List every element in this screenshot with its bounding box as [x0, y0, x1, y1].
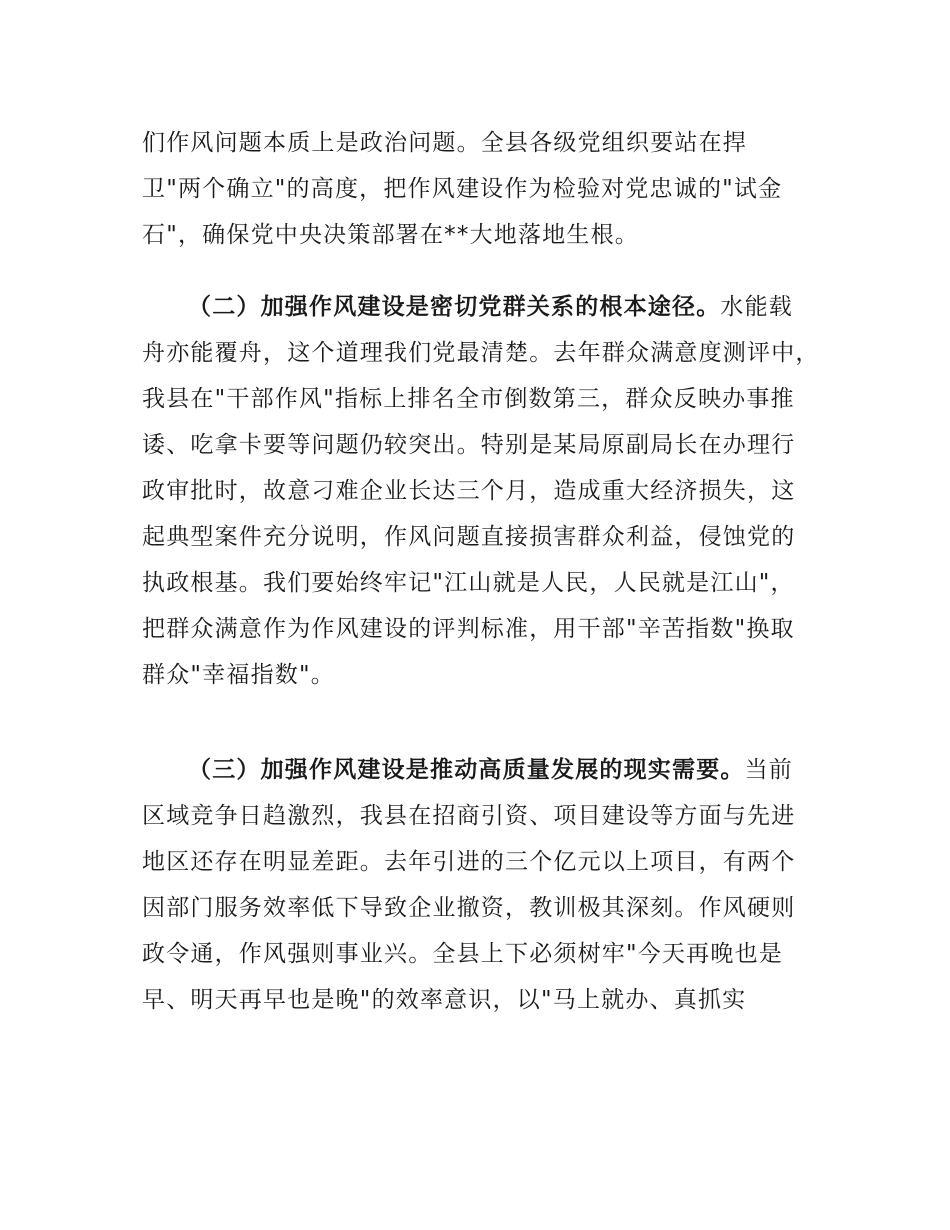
paragraph-line: 执政根基。我们要始终牢记"江山就是人民，人民就是江山"，: [142, 570, 795, 596]
paragraph-line: 起典型案件充分说明，作风问题直接损害群众利益，侵蚀党的: [142, 524, 796, 550]
paragraph-line: 区域竞争日趋激烈，我县在招商引资、项目建设等方面与先进: [142, 803, 796, 829]
paragraph-line: 因部门服务效率低下导致企业撤资，教训极其深刻。作风硬则: [142, 895, 796, 921]
paragraph-line: 石"，确保党中央决策部署在**大地落地生根。: [142, 222, 639, 248]
paragraph-line: 政审批时，故意刁难企业长达三个月，造成重大经济损失，这: [142, 478, 796, 504]
heading-line-rest: 当前: [744, 757, 794, 783]
heading-line-rest: 水能载: [720, 294, 794, 320]
paragraph-line: 们作风问题本质上是政治问题。全县各级党组织要站在捍: [142, 130, 747, 156]
paragraph-line: 群众"幸福指数"。: [142, 662, 335, 688]
paragraph-2: [142, 284, 822, 698]
paragraph-first-line: [142, 747, 822, 793]
paragraph-line: 舟亦能覆舟，这个道理我们党最清楚。去年群众满意度测评中，: [142, 340, 820, 366]
paragraph-line: 地区还存在明显差距。去年引进的三个亿元以上项目，有两个: [142, 849, 796, 875]
paragraph-line: 卫"两个确立"的高度，把作风建设作为检验对党忠诚的"试金: [142, 176, 783, 202]
paragraph-3: [142, 747, 822, 1023]
section-heading-2: （二）加强作风建设是密切党群关系的根本途径。: [188, 294, 721, 320]
section-heading-3: （三）加强作风建设是推动高质量发展的现实需要。: [188, 757, 745, 783]
paragraph-line: 把群众满意作为作风建设的评判标准，用干部"辛苦指数"换取: [142, 616, 795, 642]
paragraph-first-line: [142, 284, 822, 330]
paragraph-line: 政令通，作风强则事业兴。全县上下必须树牢"今天再晚也是: [142, 941, 783, 967]
paragraph-1: [142, 120, 822, 258]
paragraph-line: 早、明天再早也是晚"的效率意识，以"马上就办、真抓实: [142, 987, 747, 1013]
paragraph-line: 我县在"干部作风"指标上排名全市倒数第三，群众反映办事推: [142, 386, 795, 412]
paragraph-line: 诿、吃拿卡要等问题仍较突出。特别是某局原副局长在办理行: [142, 432, 796, 458]
